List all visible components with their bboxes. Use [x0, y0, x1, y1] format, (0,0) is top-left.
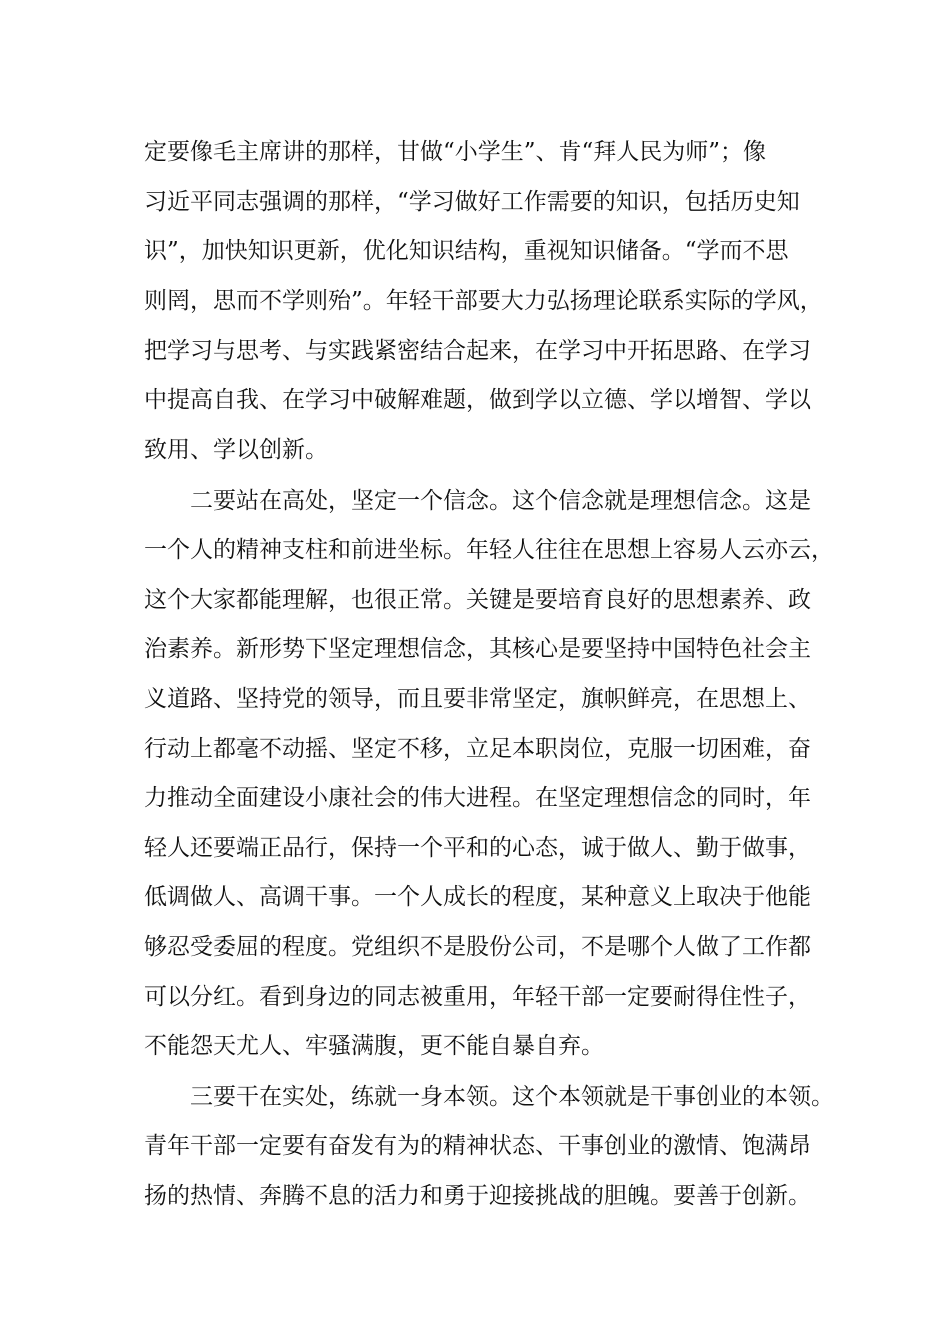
text-line: 定要像毛主席讲的那样，甘做“小学生”、肯“拜人民为师”；像: [144, 139, 767, 165]
paragraph-first-line: 三要干在实处，练就一身本领。这个本领就是干事创业的本领。: [190, 1084, 834, 1110]
text-line: 低调做人、高调干事。一个人成长的程度，某种意义上取决于他能: [144, 884, 811, 910]
text-line: 则罔，思而不学则殆”。年轻干部要大力弘扬理论联系实际的学风，: [144, 288, 823, 314]
text-line: 识”，加快知识更新，优化知识结构，重视知识储备。“学而不思: [144, 238, 789, 264]
text-line: 够忍受委屈的程度。党组织不是股份公司，不是哪个人做了工作都: [144, 934, 811, 960]
text-line: 义道路、坚持党的领导，而且要非常坚定，旗帜鲜亮，在思想上、: [144, 686, 811, 712]
text-line: 行动上都毫不动摇、坚定不移，立足本职岗位，克服一切困难，奋: [144, 736, 811, 762]
text-line: 轻人还要端正品行，保持一个平和的心态，诚于做人、勤于做事，: [144, 835, 811, 861]
text-line: 青年干部一定要有奋发有为的精神状态、干事创业的激情、饱满昂: [144, 1133, 811, 1159]
text-line: 这个大家都能理解，也很正常。关键是要培育良好的思想素养、政: [144, 587, 811, 613]
paragraph-first-line: 二要站在高处，坚定一个信念。这个信念就是理想信念。这是: [190, 488, 811, 514]
text-line: 一个人的精神支柱和前进坐标。年轻人往往在思想上容易人云亦云，: [144, 537, 834, 563]
text-line: 力推动全面建设小康社会的伟大进程。在坚定理想信念的同时，年: [144, 785, 811, 811]
text-line: 治素养。新形势下坚定理想信念，其核心是要坚持中国特色社会主: [144, 636, 811, 662]
text-line: 习近平同志强调的那样，“学习做好工作需要的知识，包括历史知: [144, 189, 800, 215]
text-line: 中提高自我、在学习中破解难题，做到学以立德、学以增智、学以: [144, 387, 811, 413]
text-line: 把学习与思考、与实践紧密结合起来，在学习中开拓思路、在学习: [144, 338, 811, 364]
text-line: 致用、学以创新。: [144, 437, 328, 463]
text-line: 不能怨天尤人、牢骚满腹，更不能自暴自弃。: [144, 1033, 604, 1059]
text-line: 可以分红。看到身边的同志被重用，年轻干部一定要耐得住性子，: [144, 984, 811, 1010]
text-line: 扬的热情、奔腾不息的活力和勇于迎接挑战的胆魄。要善于创新。: [144, 1183, 811, 1209]
